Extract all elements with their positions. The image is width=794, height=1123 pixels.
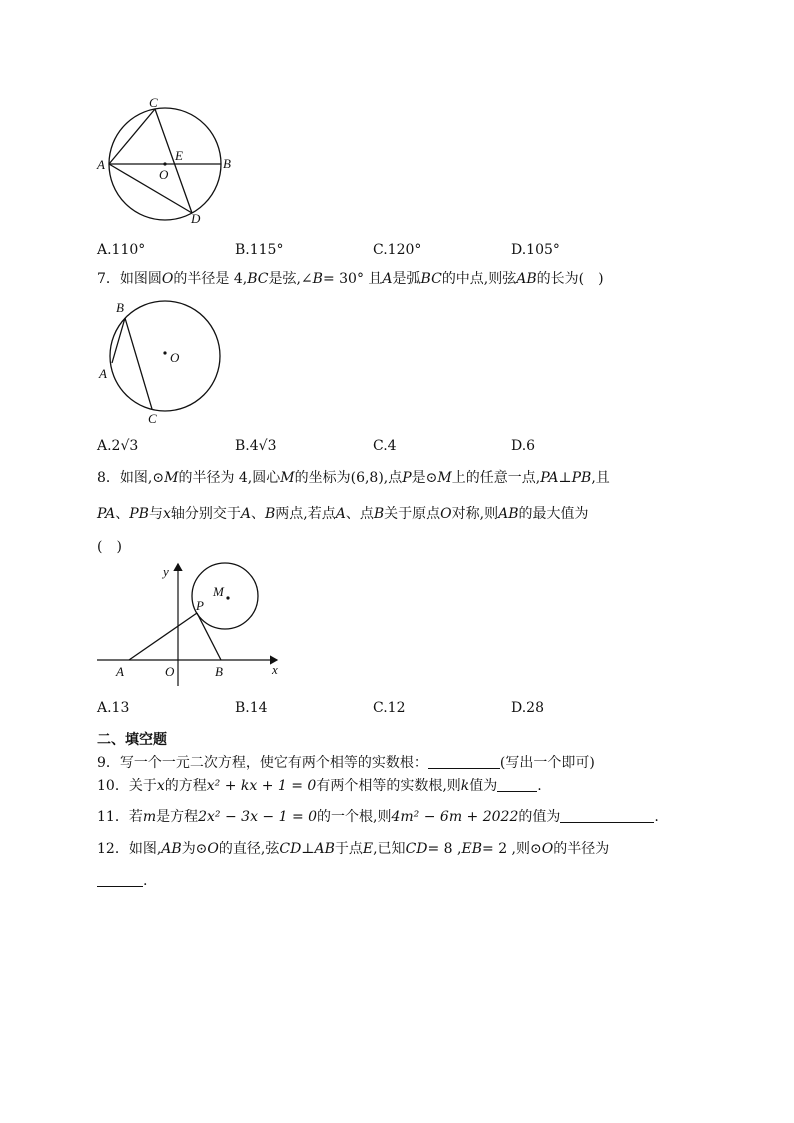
q6-center-dot bbox=[163, 162, 166, 165]
q6-label-e: E bbox=[175, 148, 183, 163]
q8-label-o: O bbox=[165, 664, 175, 679]
q8-circle-m bbox=[192, 563, 258, 629]
q8-option-d: D.28 bbox=[511, 700, 544, 716]
q8-label-y: y bbox=[163, 564, 169, 579]
q8-option-a: A.13 bbox=[97, 700, 130, 716]
q8-label-a: A bbox=[116, 664, 124, 679]
q6-figure bbox=[95, 92, 245, 227]
q7-chord-bc bbox=[125, 318, 152, 409]
q8-line-pb bbox=[197, 613, 221, 660]
q6-label-b: B bbox=[223, 156, 231, 171]
q7-circle bbox=[110, 301, 220, 411]
q8-stem-line1: 8．如图,⊙M的半径为 4,圆心M的坐标为(6,8),点P是⊙M上的任意一点,PA⊥PB,且 bbox=[97, 470, 610, 486]
section-title: 二、填空题 bbox=[97, 732, 167, 748]
q6-option-c: C.120° bbox=[373, 242, 422, 258]
q11-blank[interactable] bbox=[560, 808, 654, 823]
q8-stem-line3: ( ) bbox=[97, 539, 122, 555]
q6-chord-cd bbox=[155, 109, 192, 213]
q7-label-c: C bbox=[148, 411, 157, 426]
q6-option-d: D.105° bbox=[511, 242, 560, 258]
q7-option-c: C.4 bbox=[373, 438, 397, 454]
q6-label-d: D bbox=[191, 211, 201, 226]
q8-figure bbox=[95, 558, 290, 688]
q8-line-pa bbox=[129, 613, 197, 660]
q7-option-b: B.4√3 bbox=[235, 438, 277, 454]
q7-option-a: A.2√3 bbox=[97, 438, 139, 454]
q6-label-c: C bbox=[149, 95, 158, 110]
q10-stem: 10．关于x的方程x² + kx + 1 = 0有两个相等的实数根,则k值为 . bbox=[97, 778, 542, 794]
q6-label-o: O bbox=[159, 167, 169, 182]
q7-label-a: A bbox=[99, 366, 107, 381]
q7-chord-ab bbox=[112, 318, 125, 363]
q8-label-m: M bbox=[213, 584, 224, 599]
q8-stem-line2: PA、PB与x轴分别交于A、B两点,若点A、点B关于原点O对称,则AB的最大值为 bbox=[97, 506, 589, 522]
q7-figure bbox=[95, 293, 225, 428]
q6-option-a: A.110° bbox=[97, 242, 146, 258]
q7-label-b: B bbox=[116, 300, 124, 315]
q12-blank[interactable] bbox=[97, 872, 143, 887]
q8-label-x: x bbox=[272, 662, 278, 677]
q8-option-b: B.14 bbox=[235, 700, 268, 716]
q8-label-p: P bbox=[196, 598, 204, 613]
q8-label-b: B bbox=[215, 664, 223, 679]
q10-blank[interactable] bbox=[497, 777, 537, 792]
q9-stem: 9．写一个一元二次方程，使它有两个相等的实数根： (写出一个即可) bbox=[97, 755, 595, 771]
q7-label-o: O bbox=[170, 350, 180, 365]
q6-label-a: A bbox=[97, 157, 105, 172]
q12-stem-line2: . bbox=[97, 872, 147, 890]
q12-stem-line1: 12．如图,AB为⊙O的直径,弦CD⊥AB于点E,已知CD= 8 ,EB= 2 ,则⊙O的半径为 bbox=[97, 841, 610, 857]
q6-chord-ad bbox=[109, 164, 192, 213]
q8-center-dot bbox=[226, 596, 229, 599]
q7-center-dot bbox=[163, 351, 166, 354]
q6-option-b: B.115° bbox=[235, 242, 284, 258]
q8-option-c: C.12 bbox=[373, 700, 406, 716]
q7-stem: 7．如图圆O的半径是 4,BC是弦,∠B= 30° 且A是弧BC的中点,则弦AB的长为( ) bbox=[97, 271, 604, 287]
q7-option-d: D.6 bbox=[511, 438, 536, 454]
q11-stem: 11．若m是方程2x² − 3x − 1 = 0的一个根,则4m² − 6m + 2022的值为 . bbox=[97, 809, 659, 825]
q9-blank[interactable] bbox=[428, 754, 500, 769]
